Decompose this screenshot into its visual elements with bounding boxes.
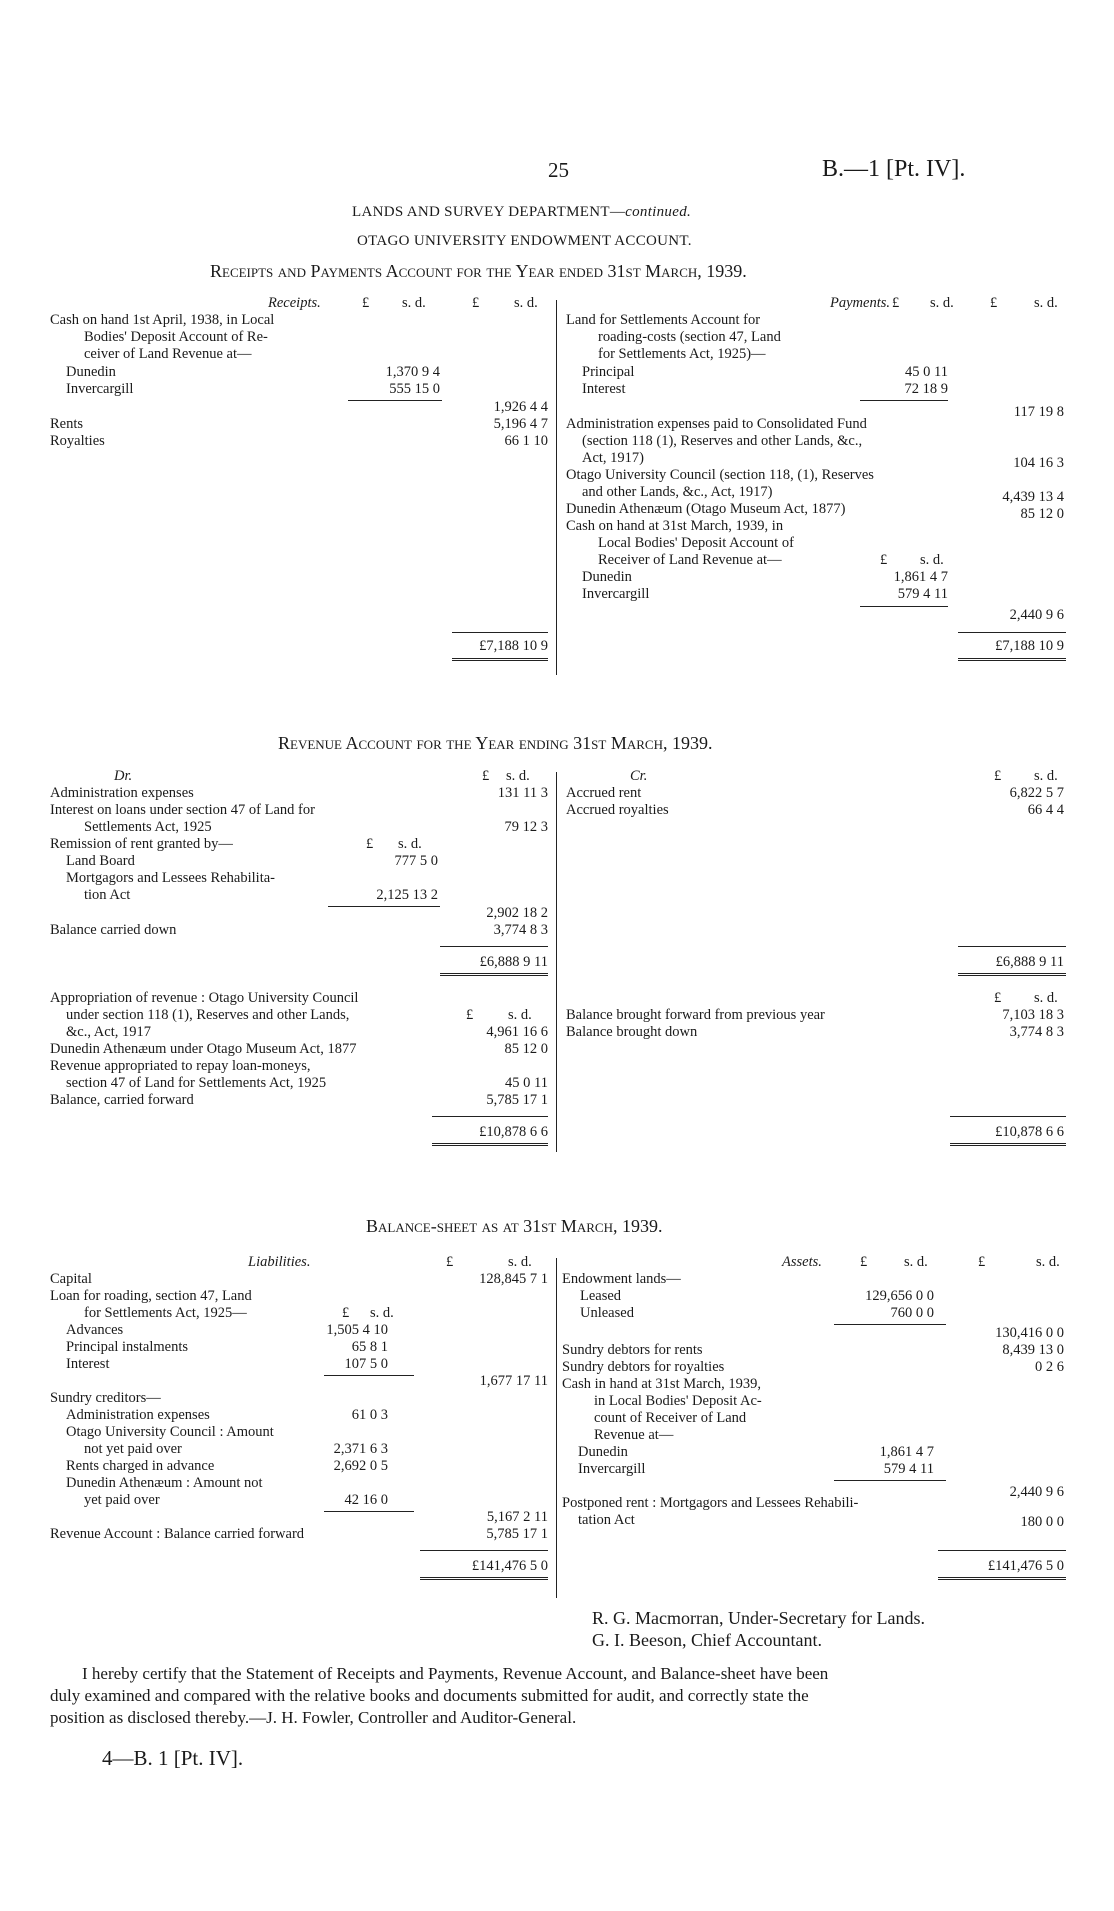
liabilities-admin-label: Administration expenses xyxy=(66,1407,210,1423)
department-heading xyxy=(352,204,691,221)
receipts-sd-header-1: s. d. xyxy=(402,295,426,311)
revenue-balance-bdown-label: Balance brought down xyxy=(566,1024,698,1040)
revenue-cr-double-rule-2 xyxy=(950,1143,1066,1146)
liabilities-loan-line-2: for Settlements Act, 1925— xyxy=(84,1305,247,1321)
receipts-grand-total: £7,188 10 9 xyxy=(479,638,548,654)
rp-column-divider xyxy=(556,300,557,675)
payments-dunedin-amount: 1,861 4 7 xyxy=(893,569,948,585)
revenue-accrued-rent-label: Accrued rent xyxy=(566,785,642,801)
assets-endowment-rule xyxy=(834,1324,946,1325)
revenue-mortgagors-line-1: Mortgagors and Lessees Rehabilita- xyxy=(66,870,275,886)
payments-invercargill-amount: 579 4 11 xyxy=(897,586,948,602)
revenue-dr-total-2: £10,878 6 6 xyxy=(479,1124,548,1140)
assets-cash-total: 2,440 9 6 xyxy=(1009,1484,1064,1500)
revenue-balance-bfwd-label: Balance brought forward from previous year xyxy=(566,1007,825,1023)
page-number: 25 xyxy=(548,158,569,182)
assets-postponed-line-2: tation Act xyxy=(578,1512,635,1528)
assets-postponed-line-1: Postponed rent : Mortgagors and Lessees Rehabili- xyxy=(562,1495,859,1511)
assets-cash-line-2: in Local Bodies' Deposit Ac- xyxy=(594,1393,762,1409)
liabilities-loan-total: 1,677 17 11 xyxy=(479,1373,548,1389)
liabilities-admin-amount: 61 0 3 xyxy=(351,1407,388,1423)
assets-total-rule xyxy=(938,1550,1066,1551)
liabilities-sd-header: s. d. xyxy=(508,1254,532,1270)
payments-cash-pound-header: £ xyxy=(880,552,888,568)
liabilities-loan-pound-header: £ xyxy=(342,1305,350,1321)
payments-cash-sd-header: s. d. xyxy=(920,552,944,568)
payments-pound-header-1: £ xyxy=(892,295,900,311)
liabilities-interest-amount: 107 5 0 xyxy=(344,1356,388,1372)
payments-subtotal-rule-1 xyxy=(860,400,948,401)
assets-leased-amount: 129,656 0 0 xyxy=(865,1288,934,1304)
receipts-total-rule xyxy=(452,632,548,633)
payments-athenaeum-amount: 85 12 0 xyxy=(1020,506,1064,522)
payments-athenaeum-label: Dunedin Athenæum (Otago Museum Act, 1877) xyxy=(566,501,846,517)
revenue-cr-total-1: £6,888 9 11 xyxy=(995,954,1064,970)
receipts-cash-line-3: ceiver of Land Revenue at— xyxy=(84,346,252,362)
payments-grand-total: £7,188 10 9 xyxy=(995,638,1064,654)
payments-admin-line-2: (section 118 (1), Reserves and other Lands, &c., xyxy=(582,433,863,449)
liabilities-rents-amount: 2,692 0 5 xyxy=(333,1458,388,1474)
revenue-approp-pound-header: £ xyxy=(466,1007,474,1023)
payments-cash-line-3: Receiver of Land Revenue at— xyxy=(598,552,782,568)
revenue-cr-total-rule-1 xyxy=(958,946,1066,947)
balance-sheet-title: Balance-sheet as at 31st March, 1939. xyxy=(366,1216,663,1236)
payments-land-line-2: roading-costs (section 47, Land xyxy=(598,329,781,345)
assets-cash-rule xyxy=(834,1480,946,1481)
payments-council-line-2: and other Lands, &c., Act, 1917) xyxy=(582,484,773,500)
balance-sheet-column-divider xyxy=(556,1258,557,1598)
assets-grand-total: £141,476 5 0 xyxy=(987,1558,1064,1574)
account-heading: OTAGO UNIVERSITY ENDOWMENT ACCOUNT. xyxy=(357,233,692,249)
payments-subtotal-rule-2 xyxy=(860,606,948,607)
revenue-dr-sd-header: s. d. xyxy=(506,768,530,784)
revenue-repay-line-2: section 47 of Land for Settlements Act, 1925 xyxy=(66,1075,327,1091)
assets-cash-line-4: Revenue at— xyxy=(594,1427,674,1443)
assets-royalties-label: Sundry debtors for royalties xyxy=(562,1359,725,1375)
assets-cash-line-3: count of Receiver of Land xyxy=(594,1410,747,1426)
payments-invercargill-label: Invercargill xyxy=(582,586,650,602)
revenue-balance-bdown-amount: 3,774 8 3 xyxy=(1009,1024,1064,1040)
revenue-land-board-label: Land Board xyxy=(66,853,135,869)
liabilities-interest-label: Interest xyxy=(66,1356,110,1372)
revenue-balance-down-amount: 3,774 8 3 xyxy=(493,922,548,938)
revenue-approp-sd-header: s. d. xyxy=(508,1007,532,1023)
revenue-remission-rule xyxy=(328,906,440,907)
payments-principal-amount: 45 0 11 xyxy=(905,364,948,380)
payments-admin-line-3: Act, 1917) xyxy=(582,450,645,466)
revenue-approp-line-1: Appropriation of revenue : Otago University Council xyxy=(50,990,359,1006)
assets-label: Assets. xyxy=(782,1254,822,1270)
assets-cash-line-1: Cash in hand at 31st March, 1939, xyxy=(562,1376,761,1392)
liabilities-capital-label: Capital xyxy=(50,1271,92,1287)
revenue-remission-total: 2,902 18 2 xyxy=(486,905,548,921)
revenue-mortgagors-amount: 2,125 13 2 xyxy=(376,887,438,903)
revenue-interest-line-1: Interest on loans under section 47 of Land for xyxy=(50,802,315,818)
revenue-dr-pound-header: £ xyxy=(482,768,490,784)
assets-unleased-amount: 760 0 0 xyxy=(890,1305,934,1321)
payments-admin-amount: 104 16 3 xyxy=(1013,455,1064,471)
revenue-cr-label: Cr. xyxy=(630,768,648,784)
assets-invercargill-amount: 579 4 11 xyxy=(883,1461,934,1477)
document-reference: B.—1 [Pt. IV]. xyxy=(822,156,966,182)
liabilities-rents-label: Rents charged in advance xyxy=(66,1458,215,1474)
assets-invercargill-label: Invercargill xyxy=(578,1461,646,1477)
liabilities-sundry-rule xyxy=(324,1511,414,1512)
signature-under-secretary: R. G. Macmorran, Under-Secretary for Lands. xyxy=(592,1608,926,1628)
revenue-accrued-royalties-amount: 66 4 4 xyxy=(1027,802,1064,818)
liabilities-grand-total: £141,476 5 0 xyxy=(471,1558,548,1574)
revenue-approp-amount: 4,961 16 6 xyxy=(486,1024,548,1040)
revenue-admin-amount: 131 11 3 xyxy=(497,785,548,801)
payments-admin-line-1: Administration expenses paid to Consolidated Fund xyxy=(566,416,867,432)
revenue-approp-line-2: under section 118 (1), Reserves and other Lands, xyxy=(66,1007,350,1023)
liabilities-principal-amount: 65 8 1 xyxy=(351,1339,388,1355)
certificate-line-2: duly examined and compared with the relative books and documents submitted for audit, and correctly state the xyxy=(50,1686,809,1705)
revenue-cr-double-rule-1 xyxy=(958,973,1066,976)
department-continued: continued. xyxy=(625,204,692,220)
revenue-balance-fwd-amount: 5,785 17 1 xyxy=(486,1092,548,1108)
revenue-dr-double-rule-2 xyxy=(432,1143,548,1146)
assets-royalties-amount: 0 2 6 xyxy=(1035,1359,1064,1375)
assets-sd-header-1: s. d. xyxy=(904,1254,928,1270)
payments-label: Payments. xyxy=(830,295,890,311)
receipts-dunedin-label: Dunedin xyxy=(66,364,116,380)
revenue-dr-total-rule-2 xyxy=(432,1116,548,1117)
payments-total-rule xyxy=(958,632,1066,633)
receipts-invercargill-amount: 555 15 0 xyxy=(389,381,440,397)
certificate-line-1: I hereby certify that the Statement of Receipts and Payments, Revenue Account, and Balance-sheet have been xyxy=(82,1664,829,1683)
liabilities-athenaeum-amount: 42 16 0 xyxy=(344,1492,388,1508)
payments-pound-header-2: £ xyxy=(990,295,998,311)
revenue-athenaeum-amount: 85 12 0 xyxy=(504,1041,548,1057)
revenue-dr-total-1: £6,888 9 11 xyxy=(479,954,548,970)
receipts-rents-amount: 5,196 4 7 xyxy=(493,416,548,432)
footer-reference: 4—B. 1 [Pt. IV]. xyxy=(102,1746,244,1770)
liabilities-athenaeum-line-2: yet paid over xyxy=(84,1492,160,1508)
revenue-remission-label: Remission of rent granted by— xyxy=(50,836,233,852)
certificate-line-3: position as disclosed thereby.—J. H. Fowler, Controller and Auditor-General. xyxy=(50,1708,577,1727)
receipts-cash-line-1: Cash on hand 1st April, 1938, in Local xyxy=(50,312,275,328)
revenue-interest-amount: 79 12 3 xyxy=(504,819,548,835)
assets-sd-header-2: s. d. xyxy=(1036,1254,1060,1270)
liabilities-athenaeum-line-1: Dunedin Athenæum : Amount not xyxy=(66,1475,263,1491)
revenue-admin-label: Administration expenses xyxy=(50,785,194,801)
liabilities-total-rule xyxy=(420,1550,548,1551)
revenue-athenaeum-label: Dunedin Athenæum under Otago Museum Act, 1877 xyxy=(50,1041,357,1057)
signature-chief-accountant: G. I. Beeson, Chief Accountant. xyxy=(592,1630,822,1650)
payments-dunedin-label: Dunedin xyxy=(582,569,632,585)
liabilities-council-line-2: not yet paid over xyxy=(84,1441,182,1457)
revenue-interest-line-2: Settlements Act, 1925 xyxy=(84,819,212,835)
liabilities-loan-rule xyxy=(324,1375,414,1376)
assets-rents-label: Sundry debtors for rents xyxy=(562,1342,703,1358)
assets-leased-label: Leased xyxy=(580,1288,622,1304)
receipts-invercargill-label: Invercargill xyxy=(66,381,134,397)
receipts-dunedin-amount: 1,370 9 4 xyxy=(385,364,440,380)
liabilities-pound-header: £ xyxy=(446,1254,454,1270)
revenue-repay-line-1: Revenue appropriated to repay loan-moneys, xyxy=(50,1058,311,1074)
assets-pound-header-1: £ xyxy=(860,1254,868,1270)
receipts-total-double-rule xyxy=(452,658,548,661)
liabilities-revenue-account-amount: 5,785 17 1 xyxy=(486,1526,548,1542)
liabilities-advances-amount: 1,505 4 10 xyxy=(326,1322,388,1338)
receipts-royalties-label: Royalties xyxy=(50,433,105,449)
revenue-column-divider xyxy=(556,772,557,1152)
revenue-repay-amount: 45 0 11 xyxy=(505,1075,548,1091)
revenue-cr-sd-header: s. d. xyxy=(1034,768,1058,784)
assets-endowment-total: 130,416 0 0 xyxy=(995,1325,1064,1341)
payments-cash-line-1: Cash on hand at 31st March, 1939, in xyxy=(566,518,784,534)
liabilities-label: Liabilities. xyxy=(248,1254,311,1270)
revenue-dr-label: Dr. xyxy=(114,768,133,784)
assets-rents-amount: 8,439 13 0 xyxy=(1002,1342,1064,1358)
payments-cash-total: 2,440 9 6 xyxy=(1009,607,1064,623)
liabilities-loan-line-1: Loan for roading, section 47, Land xyxy=(50,1288,252,1304)
revenue-mortgagors-line-2: tion Act xyxy=(84,887,131,903)
assets-dunedin-label: Dunedin xyxy=(578,1444,628,1460)
receipts-royalties-amount: 66 1 10 xyxy=(504,433,548,449)
payments-council-amount: 4,439 13 4 xyxy=(1002,489,1064,505)
liabilities-sundry-total: 5,167 2 11 xyxy=(486,1509,548,1525)
assets-endowment-label: Endowment lands— xyxy=(562,1271,681,1287)
assets-unleased-label: Unleased xyxy=(580,1305,634,1321)
payments-land-line-1: Land for Settlements Account for xyxy=(566,312,761,328)
liabilities-revenue-account-label: Revenue Account : Balance carried forward xyxy=(50,1526,305,1542)
assets-postponed-amount: 180 0 0 xyxy=(1020,1514,1064,1530)
receipts-cash-line-2: Bodies' Deposit Account of Re- xyxy=(84,329,268,345)
payments-sd-header-1: s. d. xyxy=(930,295,954,311)
receipts-rents-label: Rents xyxy=(50,416,84,432)
revenue-dr-double-rule-1 xyxy=(440,973,548,976)
revenue-cr-pound-header: £ xyxy=(994,768,1002,784)
assets-total-double-rule xyxy=(938,1577,1066,1580)
payments-cash-line-2: Local Bodies' Deposit Account of xyxy=(598,535,794,551)
assets-pound-header-2: £ xyxy=(978,1254,986,1270)
liabilities-capital-amount: 128,845 7 1 xyxy=(479,1271,548,1287)
payments-sd-header-2: s. d. xyxy=(1034,295,1058,311)
liabilities-sundry-label: Sundry creditors— xyxy=(50,1390,161,1406)
revenue-cr-total-rule-2 xyxy=(950,1116,1066,1117)
revenue-remission-sd-header: s. d. xyxy=(398,836,422,852)
revenue-balance-down-label: Balance carried down xyxy=(50,922,177,938)
payments-interest-amount: 72 18 9 xyxy=(904,381,948,397)
receipts-cash-total: 1,926 4 4 xyxy=(493,399,548,415)
liabilities-council-amount: 2,371 6 3 xyxy=(333,1441,388,1457)
revenue-cr-pound-header-2: £ xyxy=(994,990,1002,1006)
revenue-accrued-royalties-label: Accrued royalties xyxy=(566,802,669,818)
liabilities-principal-label: Principal instalments xyxy=(66,1339,189,1355)
payments-interest-label: Interest xyxy=(582,381,626,397)
liabilities-total-double-rule xyxy=(420,1577,548,1580)
receipts-subtotal-rule xyxy=(348,400,442,401)
revenue-balance-bfwd-amount: 7,103 18 3 xyxy=(1002,1007,1064,1023)
revenue-account-title: Revenue Account for the Year ending 31st March, 1939. xyxy=(278,733,713,753)
revenue-remission-pound-header: £ xyxy=(366,836,374,852)
payments-land-total: 117 19 8 xyxy=(1013,404,1064,420)
liabilities-advances-label: Advances xyxy=(66,1322,124,1338)
revenue-dr-total-rule-1 xyxy=(440,946,548,947)
receipts-payments-title: Receipts and Payments Account for the Year ended 31st March, 1939. xyxy=(210,261,747,281)
revenue-approp-line-3: &c., Act, 1917 xyxy=(66,1024,151,1040)
payments-council-line-1: Otago University Council (section 118, (1), Reserves xyxy=(566,467,874,483)
receipts-label: Receipts. xyxy=(268,295,321,311)
revenue-land-board-amount: 777 5 0 xyxy=(394,853,438,869)
assets-dunedin-amount: 1,861 4 7 xyxy=(879,1444,934,1460)
receipts-pound-header-2: £ xyxy=(472,295,480,311)
payments-land-line-3: for Settlements Act, 1925)— xyxy=(598,346,766,362)
revenue-accrued-rent-amount: 6,822 5 7 xyxy=(1009,785,1064,801)
liabilities-loan-sd-header: s. d. xyxy=(370,1305,394,1321)
revenue-cr-total-2: £10,878 6 6 xyxy=(995,1124,1064,1140)
revenue-cr-sd-header-2: s. d. xyxy=(1034,990,1058,1006)
liabilities-council-line-1: Otago University Council : Amount xyxy=(66,1424,274,1440)
receipts-pound-header-1: £ xyxy=(362,295,370,311)
department-name: LANDS AND SURVEY DEPARTMENT— xyxy=(352,204,626,220)
payments-total-double-rule xyxy=(958,658,1066,661)
revenue-balance-fwd-label: Balance, carried forward xyxy=(50,1092,194,1108)
receipts-sd-header-2: s. d. xyxy=(514,295,538,311)
payments-principal-label: Principal xyxy=(582,364,635,380)
